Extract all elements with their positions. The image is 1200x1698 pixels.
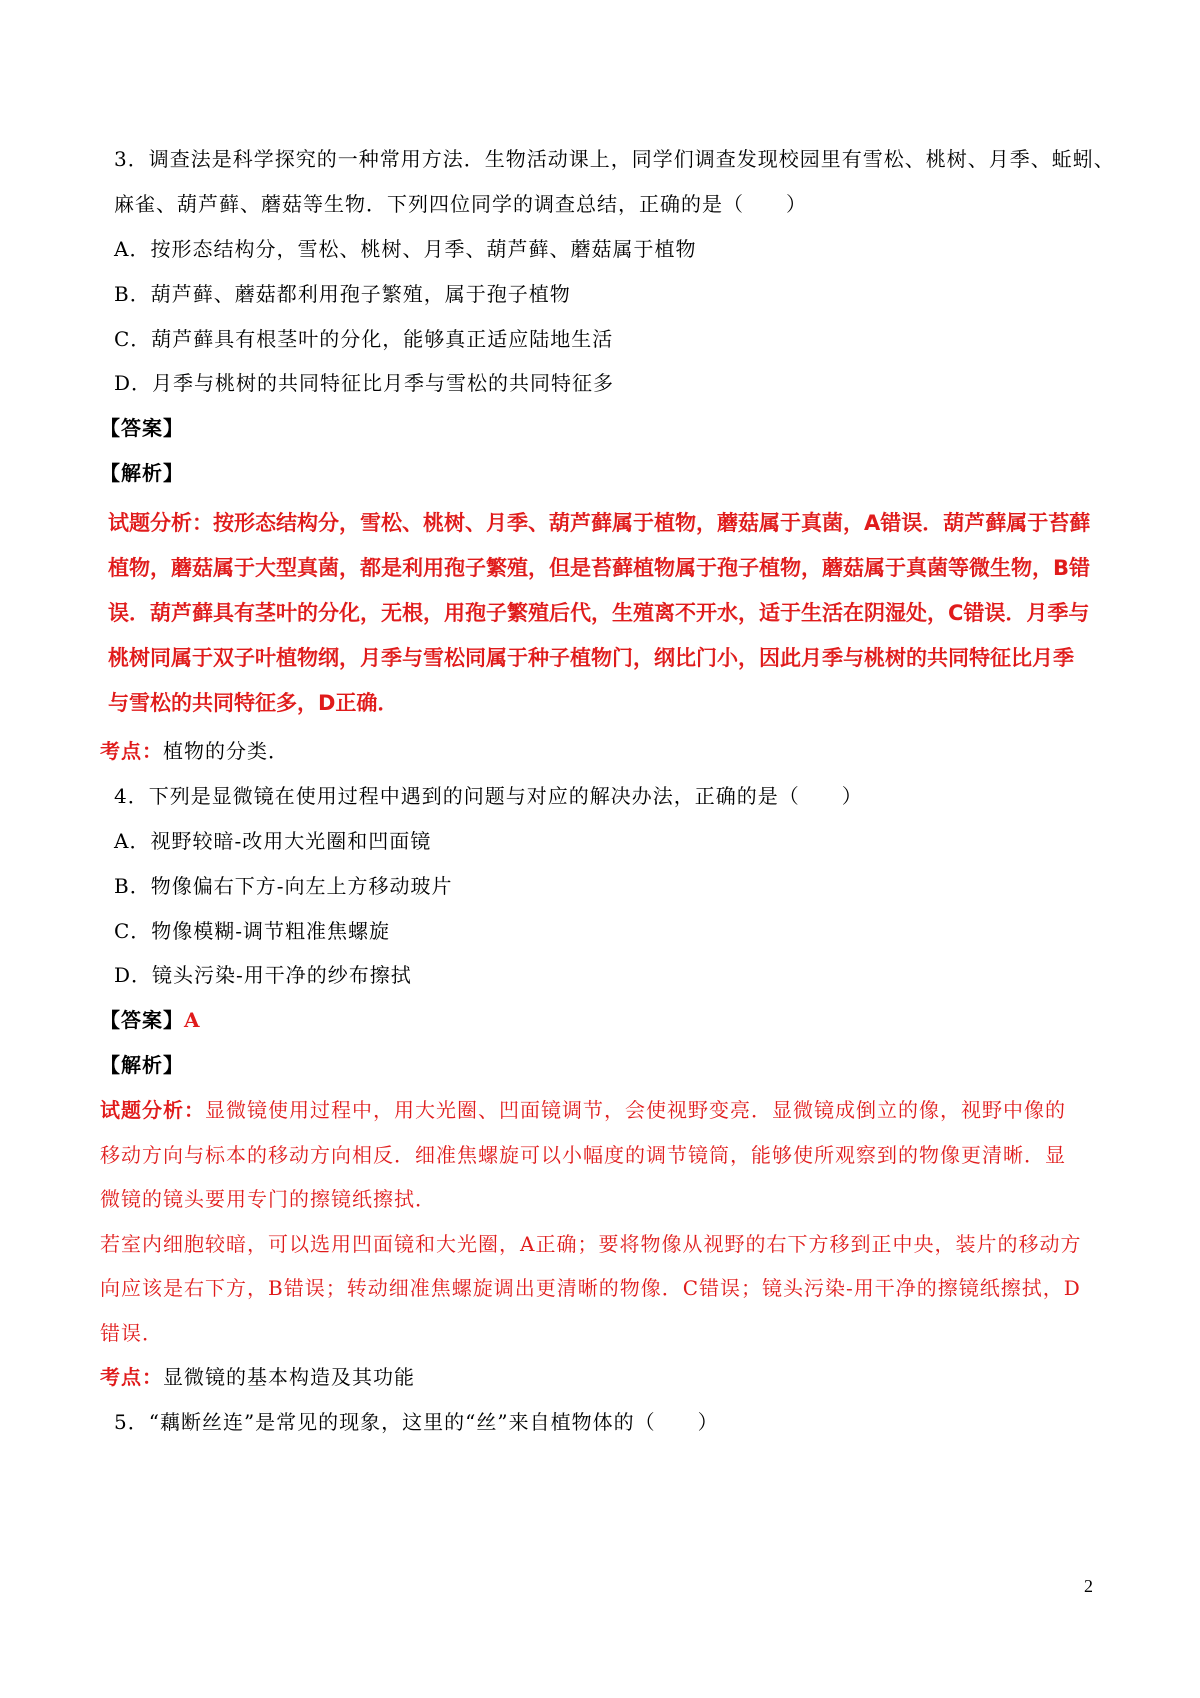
q4-analysis-heading: 试题分析：: [100, 1098, 205, 1122]
q3-analysis-heading: 试题分析：: [108, 511, 213, 535]
q5-stem: 5．“藕断丝连”是常见的现象，这里的“丝”来自植物体的（ ）: [114, 1410, 719, 1434]
q4-option-d: D．镜头污染-用干净的纱布擦拭: [114, 963, 412, 987]
q3-analysis-line4: 桃树同属于双子叶植物纲，月季与雪松同属于种子植物门，纲比门小，因此月季与桃树的共同特征比月季: [108, 646, 1074, 670]
q4-analysis-label: 【解析】: [100, 1053, 184, 1077]
q3-analysis-line5: 与雪松的共同特征多，D正确．: [108, 691, 399, 715]
q3-kaodian-label: 考点：: [100, 739, 163, 763]
q4-option-a: A．视野较暗-改用大光圈和凹面镜: [114, 829, 432, 853]
q4-answer: [100, 1006, 201, 1034]
q4-analysis-line4: 若室内细胞较暗，可以选用凹面镜和大光圈，A正确；要将物像从视野的右下方移到正中央，装片的移动方: [100, 1232, 1082, 1256]
q4-analysis-line1: 试题分析：显微镜使用过程中，用大光圈、凹面镜调节，会使视野变亮．显微镜成倒立的像，视野中像的: [100, 1098, 1066, 1122]
q3-analysis-line3: 误．葫芦藓具有茎叶的分化，无根，用孢子繁殖后代，生殖离不开水，适于生活在阴湿处，C错误．月季与: [108, 601, 1090, 625]
q3-analysis-line1: 试题分析：按形态结构分，雪松、桃树、月季、葫芦藓属于植物，蘑菇属于真菌，A错误．葫芦藓属于苔藓: [108, 511, 1091, 535]
q3-option-b: B．葫芦藓、蘑菇都利用孢子繁殖，属于孢子植物: [114, 282, 571, 306]
q4-analysis-line6: 错误．: [100, 1321, 163, 1345]
q3-stem-line2: 麻雀、葫芦藓、蘑菇等生物．下列四位同学的调查总结，正确的是（ ）: [114, 192, 807, 216]
q3-analysis-line2: 植物，蘑菇属于大型真菌，都是利用孢子繁殖，但是苔藓植物属于孢子植物，蘑菇属于真菌等微生物，B错: [108, 556, 1091, 580]
q4-kaodian: [100, 1363, 415, 1391]
q4-analysis-line5: 向应该是右下方，B错误；转动细准焦螺旋调出更清晰的物像．C错误；镜头污染-用干净的擦镜纸擦拭，D: [100, 1276, 1081, 1300]
q4-analysis-line2: 移动方向与标本的移动方向相反．细准焦螺旋可以小幅度的调节镜筒，能够使所观察到的物像更清晰．显: [100, 1143, 1066, 1167]
q4-analysis-line3: 微镜的镜头要用专门的擦镜纸擦拭．: [100, 1187, 436, 1211]
q4-option-c: C．物像模糊-调节粗准焦螺旋: [114, 919, 391, 943]
q3-kaodian-text: 植物的分类．: [163, 739, 289, 763]
q4-answer-label: 【答案】: [100, 1008, 184, 1032]
q4-option-b: B．物像偏右下方-向左上方移动玻片: [114, 874, 453, 898]
q4-kaodian-text: 显微镜的基本构造及其功能: [163, 1365, 415, 1389]
q3-answer-label: 【答案】: [100, 416, 184, 440]
q3-option-c: C．葫芦藓具有根茎叶的分化，能够真正适应陆地生活: [114, 327, 614, 351]
q4-stem: 4．下列是显微镜在使用过程中遇到的问题与对应的解决办法，正确的是（ ）: [114, 784, 863, 808]
q4-kaodian-label: 考点：: [100, 1365, 163, 1389]
q3-option-d: D．月季与桃树的共同特征比月季与雪松的共同特征多: [114, 371, 615, 395]
q3-analysis-label: 【解析】: [100, 461, 184, 485]
q4-answer-value: A: [184, 1008, 201, 1032]
q3-stem-line1: 3．调查法是科学探究的一种常用方法．生物活动课上，同学们调查发现校园里有雪松、桃树、月季、蚯蚓、: [114, 147, 1115, 171]
q3-option-a: A．按形态结构分，雪松、桃树、月季、葫芦藓、蘑菇属于植物: [114, 237, 697, 261]
page-number: 2: [1084, 1576, 1093, 1596]
q3-kaodian: [100, 737, 289, 765]
